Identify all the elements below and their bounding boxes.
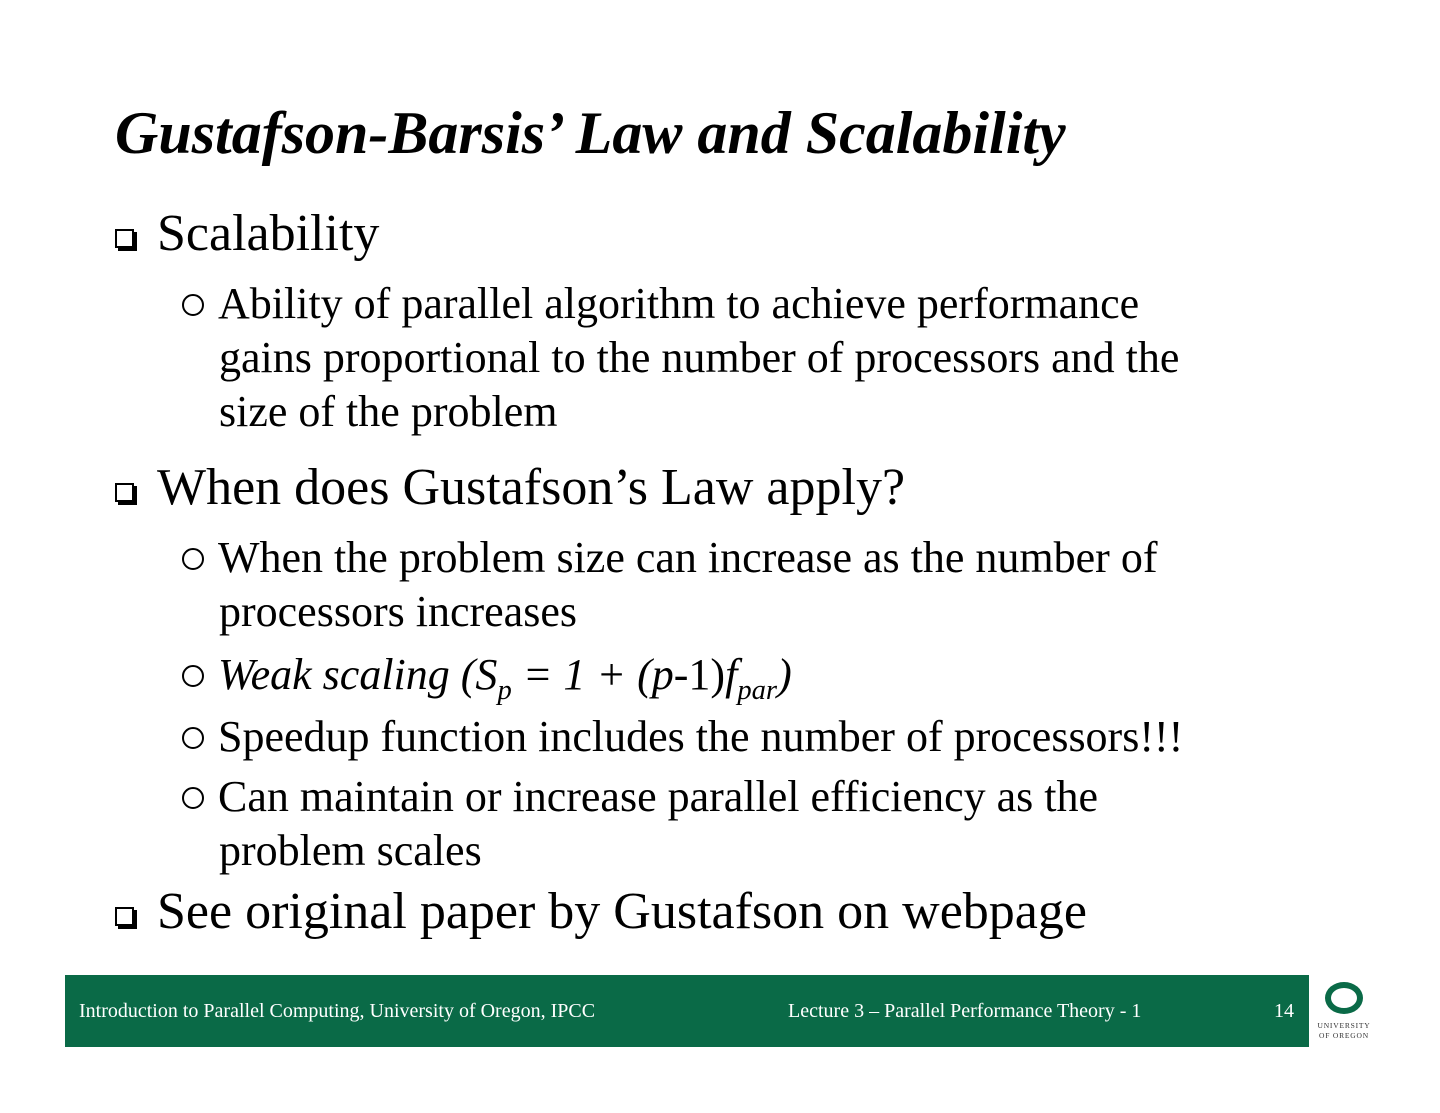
formula-f: f	[725, 650, 738, 699]
formula-subscript-par: par	[737, 675, 778, 706]
university-of-oregon-logo	[1313, 975, 1375, 1047]
slide-footer	[65, 975, 1309, 1047]
formula-p: p	[651, 650, 674, 699]
sub-bullet-line: Speedup function includes the number of processors!!!	[218, 712, 1184, 761]
formula-lead: Weak scaling (S	[218, 650, 498, 699]
logo-wordmark-line: OF OREGON	[1319, 1031, 1369, 1040]
sub-bullet-line: problem scales	[219, 826, 482, 875]
sub-bullet-speedup-function	[182, 710, 1183, 764]
sub-bullet-line: Ability of parallel algorithm to achieve performance	[218, 279, 1140, 328]
bullet-text: See original paper by Gustafson on webpage	[157, 883, 1087, 940]
bullet-scalability	[115, 204, 379, 264]
square-bullet-icon	[115, 907, 134, 926]
footer-course-title: Introduction to Parallel Computing, University of Oregon, IPCC	[79, 1000, 596, 1022]
square-bullet-icon	[115, 229, 134, 248]
circle-bullet-icon	[182, 548, 204, 570]
bullet-text: Scalability	[157, 205, 380, 262]
footer-page-number: 14	[1274, 1000, 1294, 1022]
circle-bullet-icon	[182, 727, 204, 749]
bullet-text: When does Gustafson’s Law apply?	[157, 459, 906, 516]
circle-bullet-icon	[182, 294, 204, 316]
sub-bullet-scalability-definition	[182, 277, 1179, 439]
bullet-when-gustafson-applies	[115, 458, 905, 518]
formula-mid: = 1 + (	[511, 650, 652, 699]
slide-title: Gustafson-Barsis’ Law and Scalability	[115, 100, 1066, 166]
formula-close: )	[777, 650, 792, 699]
sub-bullet-line: size of the problem	[219, 387, 558, 436]
logo-wordmark	[1313, 1021, 1375, 1041]
sub-bullet-line: Can maintain or increase parallel efficiency as the	[218, 772, 1098, 821]
sub-bullet-weak-scaling	[182, 648, 792, 706]
sub-bullet-line: gains proportional to the number of processors and the	[219, 333, 1180, 382]
circle-bullet-icon	[182, 787, 204, 809]
formula-mid2: -1)	[673, 650, 726, 699]
footer-lecture-title: Lecture 3 – Parallel Performance Theory - 1	[788, 1000, 1142, 1022]
bullet-original-paper	[115, 882, 1087, 942]
sub-bullet-parallel-efficiency	[182, 770, 1098, 878]
square-bullet-icon	[115, 483, 134, 502]
weak-scaling-formula	[218, 650, 792, 706]
sub-bullet-line: processors increases	[219, 587, 577, 636]
oregon-o-icon	[1325, 982, 1363, 1014]
circle-bullet-icon	[182, 665, 204, 687]
sub-bullet-problem-size	[182, 531, 1158, 639]
formula-subscript-p: p	[497, 675, 512, 706]
sub-bullet-line: When the problem size can increase as the number of	[218, 533, 1158, 582]
logo-wordmark-line: UNIVERSITY	[1317, 1021, 1371, 1030]
